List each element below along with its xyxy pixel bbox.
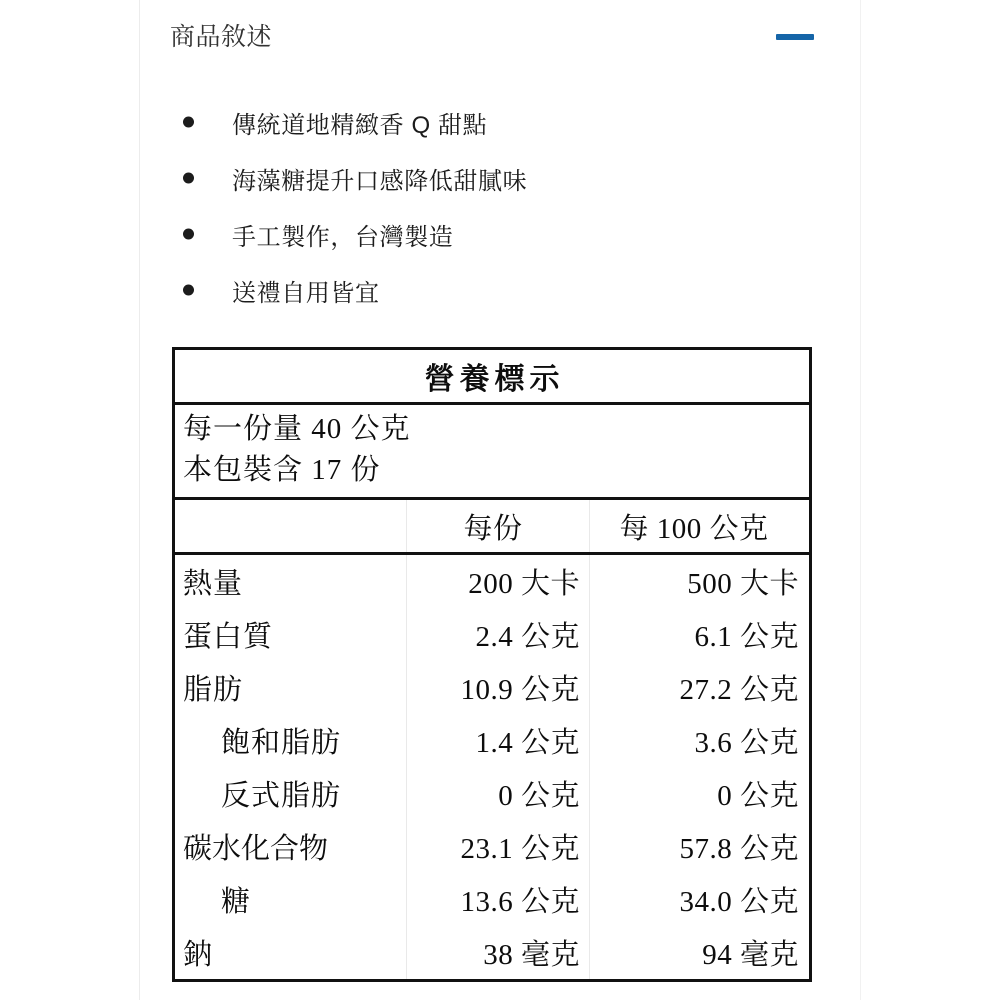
servings-per-container-text: 本包裝含 17 份 bbox=[183, 454, 381, 487]
nutrient-label: 鈉 bbox=[183, 939, 214, 972]
nutrient-per-serving: 23.1 公克 bbox=[460, 833, 580, 866]
serving-size-text: 每一份量 40 公克 bbox=[183, 413, 411, 445]
list-item-label: 送禮自用皆宜 bbox=[232, 279, 380, 307]
collapse-section-button[interactable] bbox=[775, 25, 815, 49]
page-title: 商品敘述 bbox=[170, 22, 273, 51]
content-column-right-divider bbox=[860, 0, 861, 1000]
nutrient-label: 脂肪 bbox=[183, 674, 244, 707]
list-item bbox=[170, 94, 830, 150]
table-row bbox=[175, 555, 809, 608]
bullet-icon bbox=[183, 173, 194, 184]
list-item-label: 手工製作，台灣製造 bbox=[232, 223, 454, 251]
table-row bbox=[175, 820, 809, 873]
nutrient-label: 糖 bbox=[221, 886, 252, 919]
product-feature-list bbox=[170, 94, 830, 318]
nutrition-column-header-row bbox=[175, 500, 809, 555]
list-item-label: 傳統道地精緻香 Q 甜點 bbox=[232, 111, 488, 139]
nutrient-label: 反式脂肪 bbox=[221, 780, 342, 813]
nutrient-per-serving: 1.4 公克 bbox=[475, 727, 580, 760]
nutrition-facts-table bbox=[172, 347, 812, 982]
table-row bbox=[175, 608, 809, 661]
nutrient-per-100g: 94 毫克 bbox=[702, 939, 799, 972]
table-row bbox=[175, 873, 809, 926]
nutrition-serving-info bbox=[175, 405, 809, 500]
column-header-nutrient bbox=[175, 500, 406, 552]
nutrition-table-title-row bbox=[175, 350, 809, 405]
nutrient-per-serving: 0 公克 bbox=[498, 780, 580, 813]
nutrient-per-100g: 57.8 公克 bbox=[679, 833, 799, 866]
nutrient-per-100g: 500 大卡 bbox=[687, 568, 799, 601]
nutrient-per-100g: 3.6 公克 bbox=[694, 727, 799, 760]
nutrient-per-serving: 2.4 公克 bbox=[475, 621, 580, 654]
nutrient-per-serving: 200 大卡 bbox=[468, 568, 580, 601]
table-row bbox=[175, 714, 809, 767]
nutrient-per-100g: 0 公克 bbox=[717, 780, 799, 813]
minus-icon bbox=[776, 34, 814, 40]
nutrient-label: 蛋白質 bbox=[183, 621, 274, 654]
nutrient-per-serving: 10.9 公克 bbox=[460, 674, 580, 707]
nutrient-label: 碳水化合物 bbox=[183, 833, 329, 866]
column-header-per-serving: 每份 bbox=[463, 512, 523, 545]
list-item bbox=[170, 262, 830, 318]
table-row bbox=[175, 767, 809, 820]
nutrition-table-title: 營養標示 bbox=[424, 363, 565, 396]
list-item-label: 海藻糖提升口感降低甜膩味 bbox=[232, 167, 528, 195]
list-item bbox=[170, 206, 830, 262]
table-row bbox=[175, 661, 809, 714]
bullet-icon bbox=[183, 229, 194, 240]
nutrient-per-serving: 38 毫克 bbox=[483, 939, 580, 972]
list-item bbox=[170, 150, 830, 206]
nutrient-per-100g: 34.0 公克 bbox=[679, 886, 799, 919]
nutrient-label: 飽和脂肪 bbox=[221, 727, 342, 760]
nutrition-table-body bbox=[175, 555, 809, 979]
column-header-per-100g: 每 100 公克 bbox=[619, 512, 769, 545]
table-row bbox=[175, 926, 809, 979]
nutrient-per-100g: 27.2 公克 bbox=[679, 674, 799, 707]
product-description-header bbox=[170, 14, 815, 60]
content-column-left-divider bbox=[139, 0, 140, 1000]
bullet-icon bbox=[183, 117, 194, 128]
nutrient-label: 熱量 bbox=[183, 568, 244, 601]
nutrient-per-serving: 13.6 公克 bbox=[460, 886, 580, 919]
nutrient-per-100g: 6.1 公克 bbox=[694, 621, 799, 654]
bullet-icon bbox=[183, 285, 194, 296]
